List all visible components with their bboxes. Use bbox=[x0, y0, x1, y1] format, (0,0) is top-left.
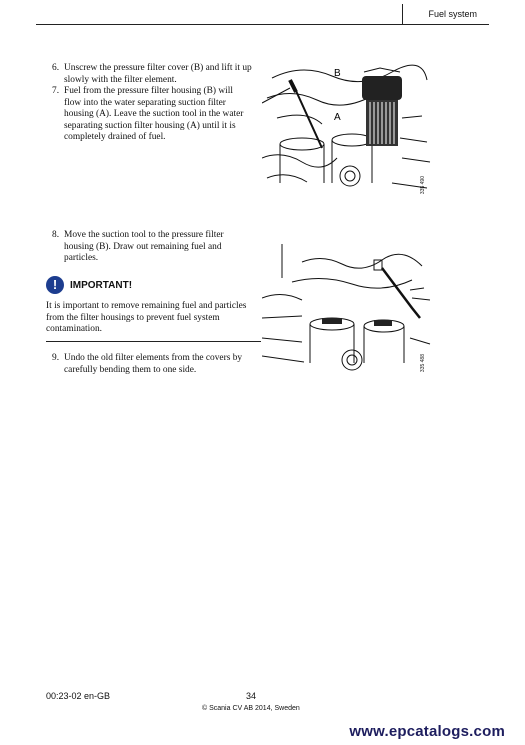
engine-illustration-2 bbox=[262, 238, 432, 378]
step-number: 8. bbox=[52, 230, 60, 240]
figure-pressure-filter-suction bbox=[262, 238, 432, 378]
important-text: It is important to remove remaining fuel and particles from the filter housings to prevent fuel system contamination. bbox=[46, 301, 247, 334]
step-number: 9. bbox=[52, 353, 60, 363]
filter-cover-b bbox=[362, 68, 402, 146]
step-text: Undo the old filter elements from the covers by carefully bending them to one side. bbox=[64, 353, 243, 375]
step-number: 6. bbox=[52, 63, 60, 73]
important-callout bbox=[46, 276, 132, 294]
step-9 bbox=[52, 353, 252, 376]
section-title: Fuel system bbox=[428, 9, 477, 19]
step-text: Move the suction tool to the pressure filter housing (B). Draw out remaining fuel and particles. bbox=[64, 230, 224, 263]
figure-code: 335 490 bbox=[420, 176, 426, 195]
document-code: 00:23-02 en-GB bbox=[46, 691, 111, 701]
watermark-link[interactable]: www.epcatalogs.com bbox=[349, 723, 505, 740]
label-b: B bbox=[334, 68, 341, 79]
step-number: 7. bbox=[52, 86, 60, 96]
engine-illustration-1 bbox=[262, 58, 432, 200]
copyright-notice: © Scania CV AB 2014, Sweden bbox=[202, 705, 300, 712]
label-a: A bbox=[334, 112, 341, 123]
step-text: Unscrew the pressure filter cover (B) and lift it up slowly with the filter element. bbox=[64, 63, 252, 85]
important-rule bbox=[46, 341, 261, 342]
step-8 bbox=[52, 230, 252, 265]
header-divider bbox=[402, 4, 403, 24]
figure-filter-housings-suction bbox=[262, 58, 432, 200]
figure-code: 335 488 bbox=[420, 354, 426, 373]
page-number: 34 bbox=[246, 691, 257, 701]
step-6 bbox=[52, 63, 252, 86]
step-text: Fuel from the pressure filter housing (B) will flow into the water separating suction filter housing (A). Leave the suction tool in the water separating suction filter housing (A) until it is completely drained of fuel. bbox=[64, 86, 244, 142]
important-label: IMPORTANT! bbox=[70, 279, 133, 291]
step-7 bbox=[52, 86, 252, 144]
header-rule bbox=[36, 24, 489, 25]
warning-icon: ! bbox=[46, 276, 64, 294]
